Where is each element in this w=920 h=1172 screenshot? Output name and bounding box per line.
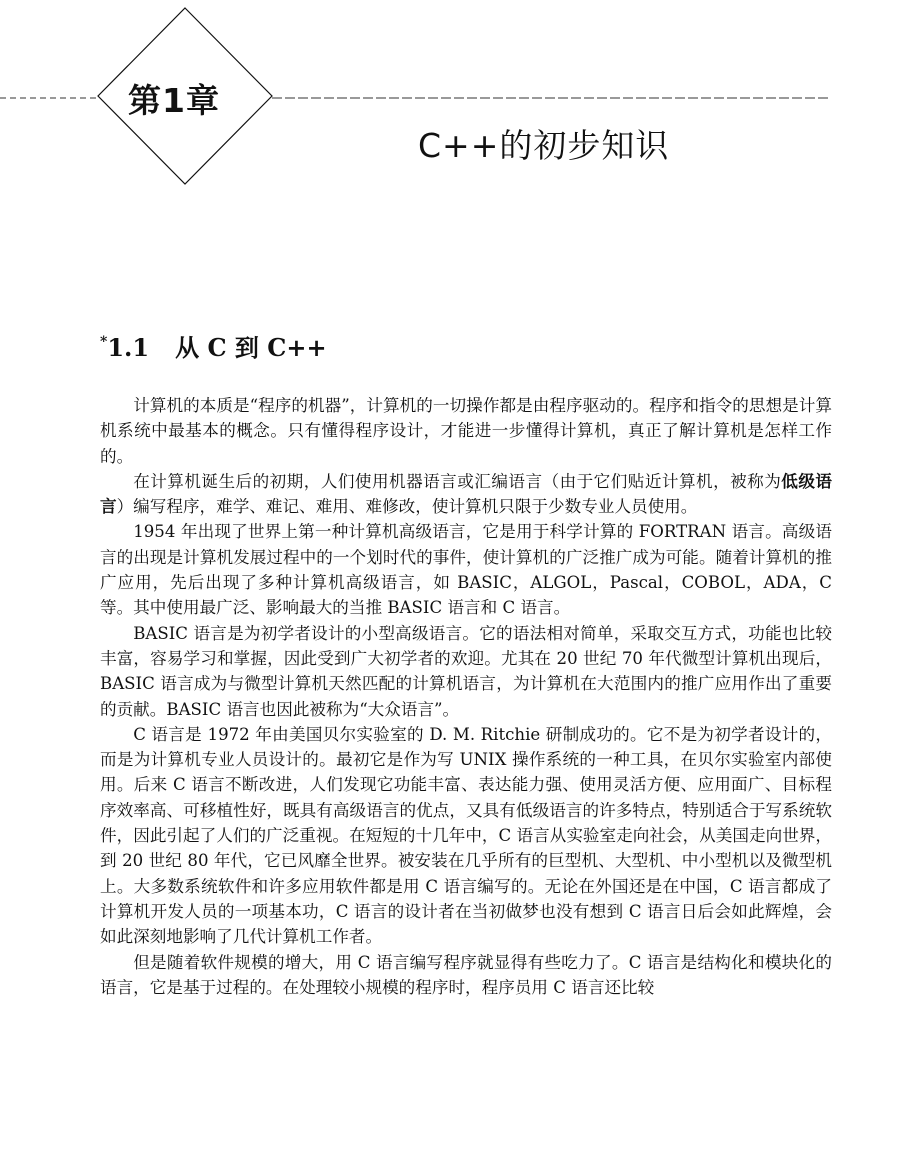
paragraph: 1954 年出现了世界上第一种计算机高级语言，它是用于科学计算的 FORTRAN 语言。高级语言的出现是计算机发展过程中的一个划时代的事件，使计算机的广泛推广成为可能。随着计算机的推广应用，先后出现了多种计算机高级语言，如 BASIC，ALGOL，Pascal，COBOL，ADA，C 等。其中使用最广泛、影响最大的当推 BASIC 语言和 C 语言。: [100, 522, 832, 618]
paragraph: C 语言是 1972 年由美国贝尔实验室的 D. M. Ritchie 研制成功的。它不是为初学者设计的，而是为计算机专业人员设计的。最初它是作为写 UNIX 操作系统的一种工具，在贝尔实验室内部使用。后来 C 语言不断改进，人们发现它功能丰富、表达能力强、使用灵活方便、应用面广、目标程序效率高、可移植性好，既具有高级语言的优点，又具有低级语言的许多特点，特别适合于写系统软件，因此引起了人们的广泛重视。在短短的十几年中，C 语言从实验室走向社会，从美国走向世界，到 20 世纪 80 年代，它已风靡全世界。被安装在几乎所有的巨型机、大型机、中小型机以及微型机上。大多数系统软件和许多应用软件都是用 C 语言编写的。无论在外国还是在中国，C 语言都成了计算机开发人员的一项基本功，C 语言的设计者在当初做梦也没有想到 C 语言日后会如此辉煌，会如此深刻地影响了几代计算机工作者。: [100, 724, 832, 947]
paragraph-text: ）编写程序，难学、难记、难用、难修改，使计算机只限于少数专业人员使用。: [116, 497, 698, 517]
section-heading: [100, 328, 327, 363]
chapter-label: 第1章: [128, 81, 220, 120]
chapter-title: C++的初步知识: [418, 126, 670, 165]
paragraph: BASIC 语言是为初学者设计的小型高级语言。它的语法相对简单，采取交互方式，功能也比较丰富，容易学习和掌握，因此受到广大初学者的欢迎。尤其在 20 世纪 70 年代微型计算机出现后，BASIC 语言成为与微型计算机天然匹配的计算机语言，为计算机在大范围内的推广应用作出了重要的贡献。BASIC 语言也因此被称为“大众语言”。: [100, 623, 832, 719]
paragraph: 但是随着软件规模的增大，用 C 语言编写程序就显得有些吃力了。C 语言是结构化和模块化的语言，它是基于过程的。在处理较小规模的程序时，程序员用 C 语言还比较: [100, 952, 832, 997]
paragraph: [100, 469, 832, 520]
body-text: [100, 393, 832, 1000]
section-title: 从 C 到 C++: [175, 333, 327, 362]
section-number: 1.1: [107, 333, 150, 362]
paragraph: 计算机的本质是“程序的机器”，计算机的一切操作都是由程序驱动的。程序和指令的思想是计算机系统中最基本的概念。只有懂得程序设计，才能进一步懂得计算机，真正了解计算机是怎样工作的。: [100, 396, 832, 466]
bold-term: 低级语言: [100, 470, 833, 517]
paragraph-text: 在计算机诞生后的初期，人们使用机器语言或汇编语言（由于它们贴近计算机，被称为: [133, 471, 782, 491]
section-marker: *: [100, 334, 108, 350]
chapter-header: [0, 0, 920, 200]
